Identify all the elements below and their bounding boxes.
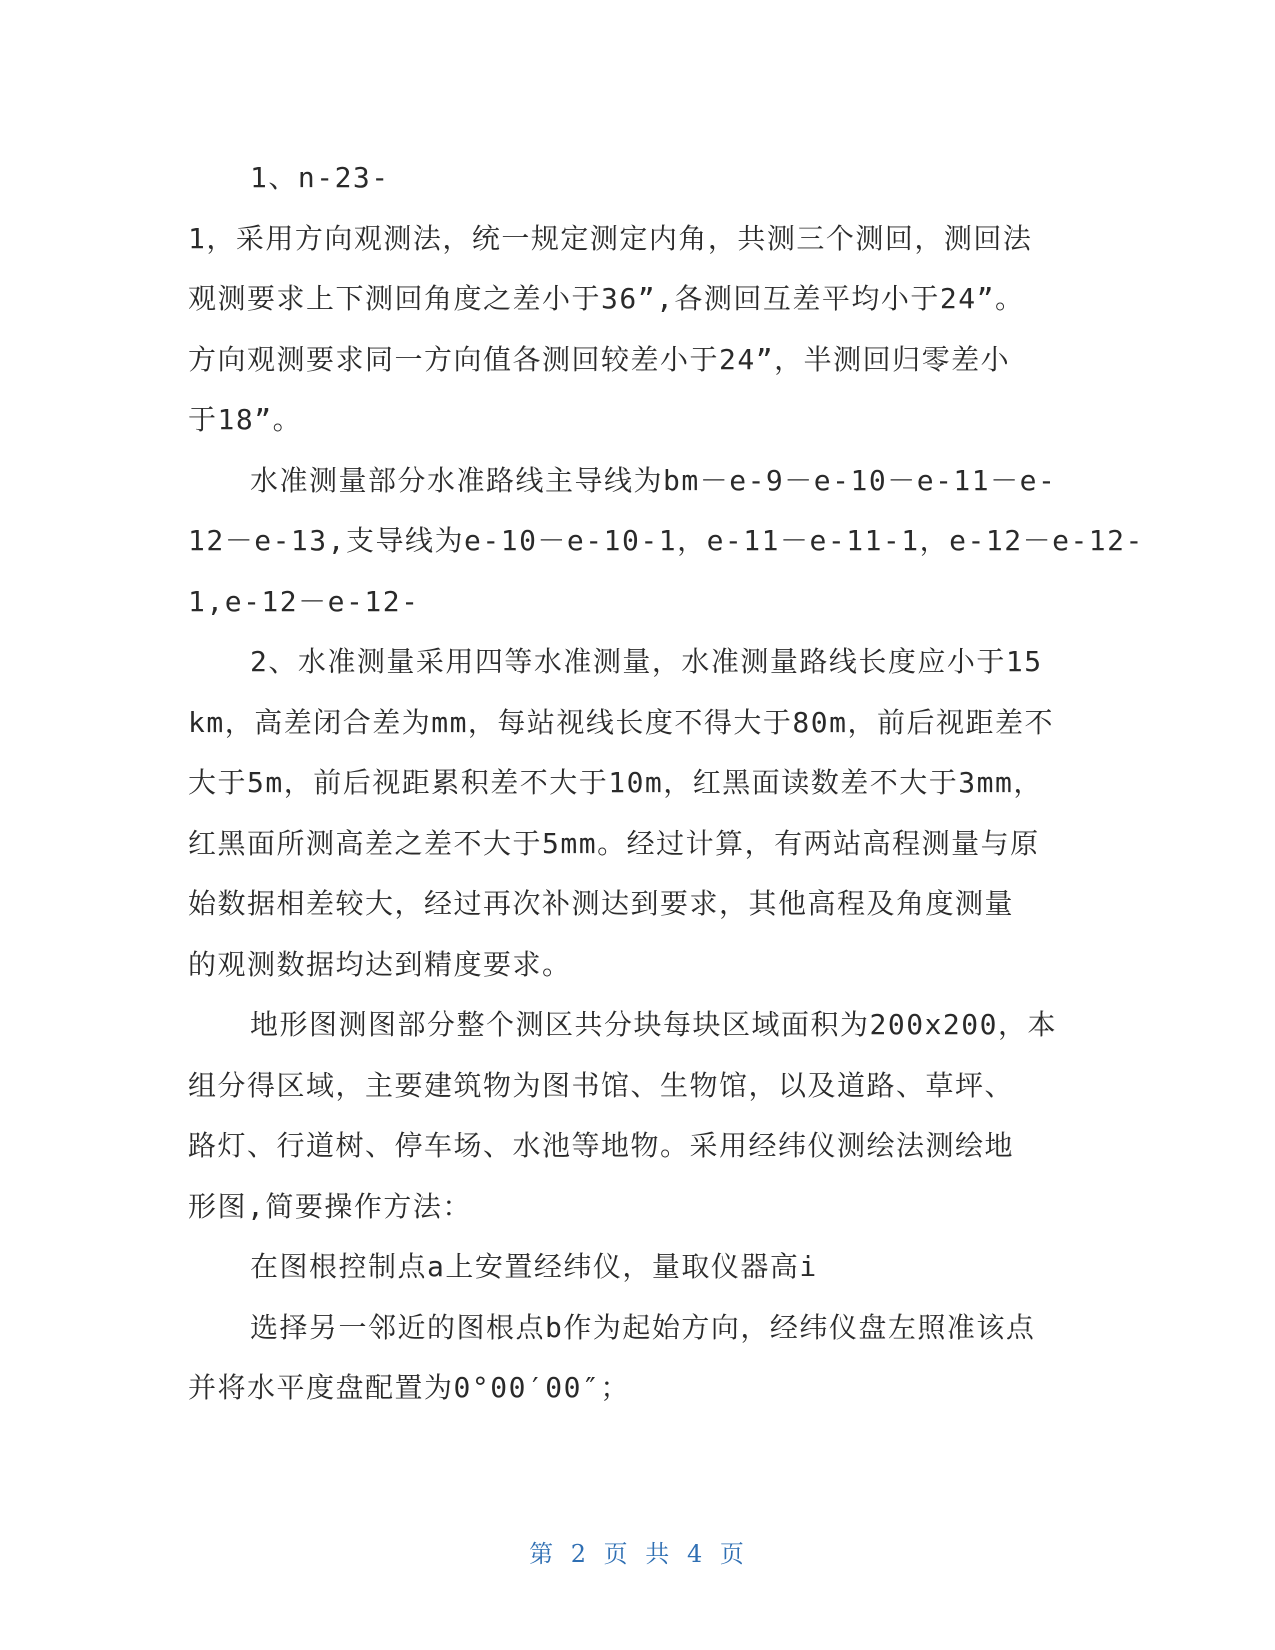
text-line: 大于5m，前后视距累积差不大于10m，红黑面读数差不大于3mm，	[188, 766, 1043, 799]
text-line: 地形图测图部分整个测区共分块每块区域面积为200x200，本	[250, 1008, 1058, 1041]
text-line: 始数据相差较大，经过再次补测达到要求，其他高程及角度测量	[188, 887, 1015, 920]
text-line: 并将水平度盘配置为0°00′00″；	[188, 1371, 630, 1404]
text-line: 方向观测要求同一方向值各测回较差小于24”，半测回归零差小	[188, 342, 1011, 376]
text-line: 在图根控制点a上安置经纬仪，量取仪器高i	[250, 1250, 818, 1283]
document-body	[188, 148, 1144, 1419]
text-line: km，高差闭合差为mm，每站视线长度不得大于80m，前后视距差不	[188, 705, 1055, 739]
text-line: 于18”。	[188, 403, 303, 436]
text-line: 水准测量部分水准路线主导线为bm－e-9－e-10－e-11－e-	[250, 463, 1057, 497]
text-line: 1,e-12－e-12-	[188, 584, 420, 618]
text-line: 观测要求上下测回角度之差小于36”,各测回互差平均小于24”。	[188, 282, 1025, 315]
text-line: 路灯、行道树、停车场、水池等地物。采用经纬仪测绘法测绘地	[188, 1129, 1015, 1162]
text-line: 组分得区域，主要建筑物为图书馆、生物馆，以及道路、草坪、	[188, 1068, 1015, 1102]
text-line: 红黑面所测高差之差不大于5mm。经过计算，有两站高程测量与原	[188, 826, 1040, 860]
text-line: 选择另一邻近的图根点b作为起始方向，经纬仪盘左照准该点	[250, 1310, 1036, 1344]
text-line: 形图,简要操作方法：	[188, 1189, 472, 1223]
text-line: 12－e-13,支导线为e-10－e-10-1，e-11－e-11-1，e-12－e-12-	[188, 524, 1144, 557]
text-line: 2、水准测量采用四等水准测量，水准测量路线长度应小于15	[250, 645, 1043, 678]
text-line: 1、n-23-	[250, 161, 390, 194]
text-line: 1，采用方向观测法，统一规定测定内角，共测三个测回，测回法	[188, 221, 1033, 255]
text-line: 的观测数据均达到精度要求。	[188, 947, 572, 981]
page-number-footer: 第 2 页 共 4 页	[529, 1540, 746, 1568]
